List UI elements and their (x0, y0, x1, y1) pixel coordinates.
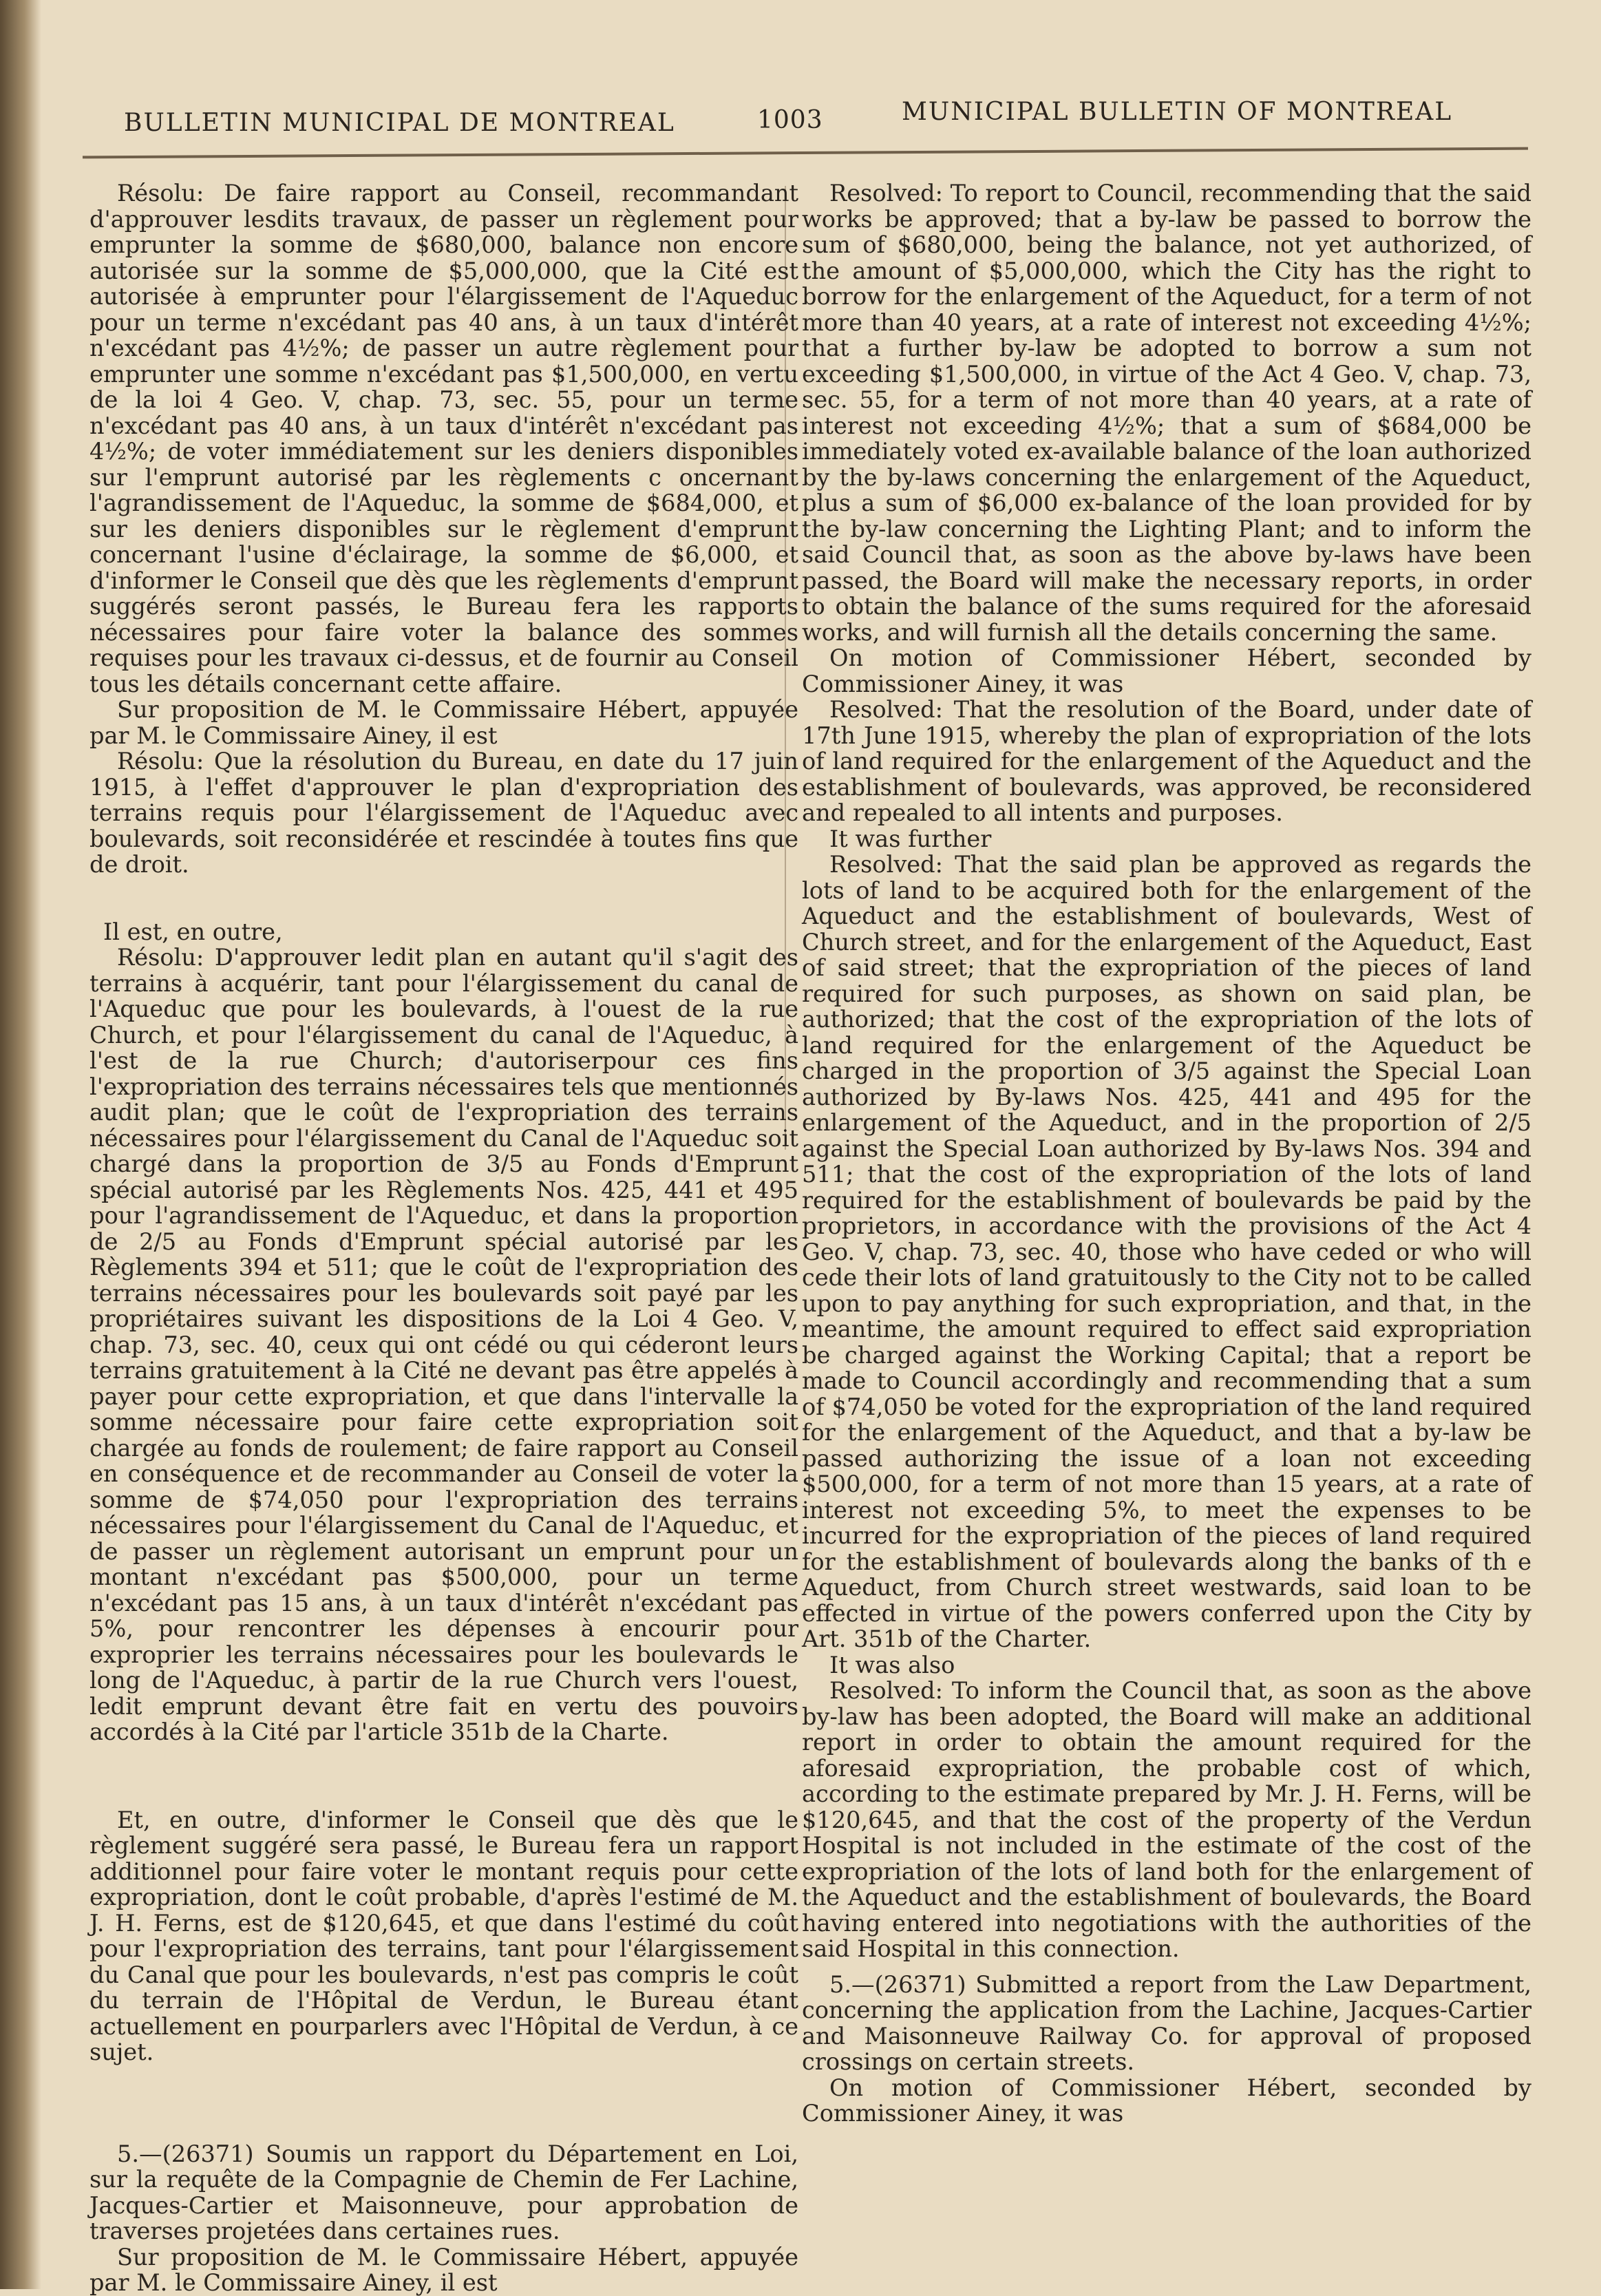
page-gutter-shadow (0, 0, 41, 2289)
en-motion-1: On motion of Commissioner Hébert, seconded by Commissioner Ainey, it was (802, 644, 1531, 697)
french-column (89, 180, 798, 2296)
header-title-english: MUNICIPAL BULLETIN OF MONTREAL (902, 98, 1453, 126)
page-number: 1003 (757, 106, 823, 134)
en-item-5-report: 5.—(26371) Submitted a report from the Law Department, concerning the application from the Lachine, Jacques-Cartier and Maisonneuve Railway Co. for approval of proposed crossings on certain streets. (802, 1970, 1531, 2075)
en-inform-council: Resolved: To inform the Council that, as soon as the above by-law has been adopted, the Board will make an additional report in order to obtain the amount required for the aforesaid expropriation, the probable cost of which, according to the estimate prepared by Mr. J. H. Ferns, will be $120,645, and that the cost of the property of the Verdun Hospital is not included in the estimate of the cost of the expropriation of the lots of land both for the enlargement of the Aqueduct and the establishment of boulevards, the Board having entered into negotiations with the authorities of the said Hospital in this connection. (802, 1677, 1531, 1962)
header-rule (83, 147, 1528, 159)
fr-motion-2: Sur proposition de M. le Commissaire Hébert, appuyée par M. le Commissaire Ainey, il est (89, 2243, 798, 2296)
en-motion-2: On motion of Commissioner Hébert, seconded by Commissioner Ainey, it was (802, 2074, 1531, 2127)
english-column (802, 180, 1531, 2127)
en-resolution-repeal: Resolved: That the resolution of the Board, under date of 17th June 1915, whereby the plan of expropriation of the lots of land required for the enlargement of the Aqueduct and the establishment of boulevards, was approved, be reconsidered and repealed to all intents and purposes. (802, 696, 1531, 826)
header-title-french: BULLETIN MUNICIPAL DE MONTREAL (124, 109, 675, 137)
fr-further: Il est, en outre, (103, 918, 283, 945)
page-header (103, 88, 1480, 143)
fr-inform-council: Et, en outre, d'informer le Conseil que dès que le règlement suggéré sera passé, le Bureau fera un rapport additionnel pour faire voter le montant requis pour cette expropriation, dont le coût probable, d'après l'estimé de M. J. H. Ferns, est de $120,645, et que dans l'estimé du coût pour l'expropriation des terrains, tant pour l'élargissement du Canal que pour les boulevards, n'est pas compris le coût du terrain de l'Hôpital de Verdun, le Bureau étant actuellement en pourparlers avec l'Hôpital de Verdun, à ce sujet. (89, 1806, 798, 2065)
en-also: It was also (829, 1651, 955, 1678)
fr-resolution-report: Résolu: De faire rapport au Conseil, recommandant d'approuver lesdits travaux, de passer un règlement pour emprunter la somme de $680,000, balance non encore autorisée sur la somme de $5,000,000, que la Cité est autorisée à emprunter pour l'élargissement de l'Aqueduc pour un terme n'excédant pas 40 ans, à un taux d'intérêt n'excédant pas 4½%; de passer un autre règlement pour emprunter une somme n'excédant pas $1,500,000, en vertu de la loi 4 Geo. V, chap. 73, sec. 55, pour un terme n'excédant pas 40 ans, à un taux d'intérêt n'excédant pas 4½%; de voter immédiatement sur les deniers disponibles sur l'emprunt autorisé par les règlements c oncernant l'agrandissement de l'Aqueduc, la somme de $684,000, et sur les deniers disponibles sur le règlement d'emprunt concernant l'usine d'éclairage, la somme de $6,000, et d'informer le Conseil que dès que les règlements d'emprunt suggérés seront passés, le Bureau fera les rapports nécessaires pour faire voter la balance des sommes requises pour les travaux ci-dessus, et de fournir au Conseil tous les détails concernant cette affaire. (89, 180, 798, 697)
en-resolution-plan: Resolved: That the said plan be approved as regards the lots of land to be acquired both for the enlargement of the Aqueduct and the establishment of boulevards, West of Church street, and for the enlargement of the Aqueduct, East of said street; that the expropriation of the pieces of land required for such purposes, as shown on said plan, be authorized; that the cost of the expropriation of the lots of land required for the enlargement of the Aqueduct be charged in the proportion of 3/5 against the Special Loan authorized by By-laws Nos. 425, 441 and 495 for the enlargement of the Aqueduct, and in the proportion of 2/5 against the Special Loan authorized by By-laws Nos. 394 and 511; that the cost of the expropriation of the lots of land required for the establishment of boulevards be paid by the proprietors, in accordance with the provisions of the Act 4 Geo. V, chap. 73, sec. 40, those who have ceded or who will cede their lots of land gratuitously to the City not to be called upon to pay anything for such expropriation, and that, in the meantime, the amount required to effect said expropriation be charged against the Working Capital; that a report be made to Council accordingly and recommending that a sum of $74,050 be voted for the expropriation of the land required for the enlargement of the Aqueduct, and that a by-law be passed authorizing the issue of a loan not exceeding $500,000, for a term of not more than 15 years, at a rate of interest not exceeding 5%, to meet the expenses to be incurred for the expropriation of the pieces of land required for the establishment of boulevards along the banks of th e Aqueduct, from Church street westwards, said loan to be effected in virtue of the powers conferred upon the City by Art. 351b of the Charter. (802, 851, 1531, 1652)
fr-resolution-plan: Résolu: D'approuver ledit plan en autant qu'il s'agit des terrains à acquérir, tant pour l'élargissement du canal de l'Aqueduc que pour les boulevards, à l'ouest de la rue Church, et pour l'élargissement du canal de l'Aqueduc, à l'est de la rue Church; d'autoriserpour ces fins l'expropriation des terrains nécessaires tels que mentionnés audit plan; que le coût de l'expropriation des terrains nécessaires pour l'élargissement du Canal de l'Aqueduc soit chargé dans la proportion de 3/5 au Fonds d'Emprunt spécial autorisé par les Règlements Nos. 425, 441 et 495 pour l'agrandissement de l'Aqueduc, et dans la proportion de 2/5 au Fonds d'Emprunt spécial autorisé par les Règlements 394 et 511; que le coût de l'expropriation des terrains nécessaires pour les boulevards soit payé par les propriétaires suivant les dispositions de la Loi 4 Geo. V, chap. 73, sec. 40, ceux qui ont cédé ou qui céderont leurs terrains gratuitement à la Cité ne devant pas être appelés à payer pour cette expropriation, et que dans l'intervalle la somme nécessaire pour faire cette expropriation soit chargée au fonds de roulement; de faire rapport au Conseil en conséquence et de recommander au Conseil de voter la somme de $74,050 pour l'expropriation des terrains nécessaires pour l'élargissement du Canal de l'Aqueduc, et de passer un règlement autorisant un emprunt pour un montant n'excédant pas $500,000, pour un terme n'excédant pas 15 ans, à un taux d'intérêt n'excédant pas 5%, pour rencontrer les dépenses à encourir pour exproprier les terrains nécessaires pour les boulevards le long de l'Aqueduc, à partir de la rue Church vers l'ouest, ledit emprunt devant être fait en vertu des pouvoirs accordés à la Cité par l'article 351b de la Charte. (89, 944, 798, 1745)
fr-item-5-report: 5.—(26371) Soumis un rapport du Département en Loi, sur la requête de la Compagnie de Chemin de Fer Lachine, Jacques-Cartier et Maisonneuve, pour approbation de traverses projetées dans certaines rues. (89, 2140, 798, 2244)
en-resolution-report: Resolved: To report to Council, recommending that the said works be approved; that a by-law be passed to borrow the sum of $680,000, being the balance, not yet authorized, of the amount of $5,000,000, which the City has the right to borrow for the enlargement of the Aqueduct, for a term of not more than 40 years, at a rate of interest not exceeding 4½%; that a further by-law be adopted to borrow a sum not exceeding $1,500,000, in virtue of the Act 4 Geo. V, chap. 73, sec. 55, for a term of not more than 40 years, at a rate of interest not exceeding 4½%; that a sum of $684,000 be immediately voted ex-available balance of the loan authorized by the by-laws concerning the enlargement of the Aqueduct, plus a sum of $6,000 ex-balance of the loan provided for by the by-law concerning the Lighting Plant; and to inform the said Council that, as soon as the above by-laws have been passed, the Board will make the necessary reports, in order to obtain the balance of the sums required for the aforesaid works, and will furnish all the details concerning the same. (802, 180, 1531, 646)
en-further: It was further (829, 825, 992, 852)
fr-motion-1: Sur proposition de M. le Commissaire Hébert, appuyée par M. le Commissaire Ainey, il est (89, 696, 798, 749)
fr-resolution-rescind: Résolu: Que la résolution du Bureau, en date du 17 juin 1915, à l'effet d'approuver le plan d'expropriation des terrains requis pour l'élargissement de l'Aqueduc avec boulevards, soit reconsidérée et rescindée à toutes fins que de droit. (89, 748, 798, 878)
